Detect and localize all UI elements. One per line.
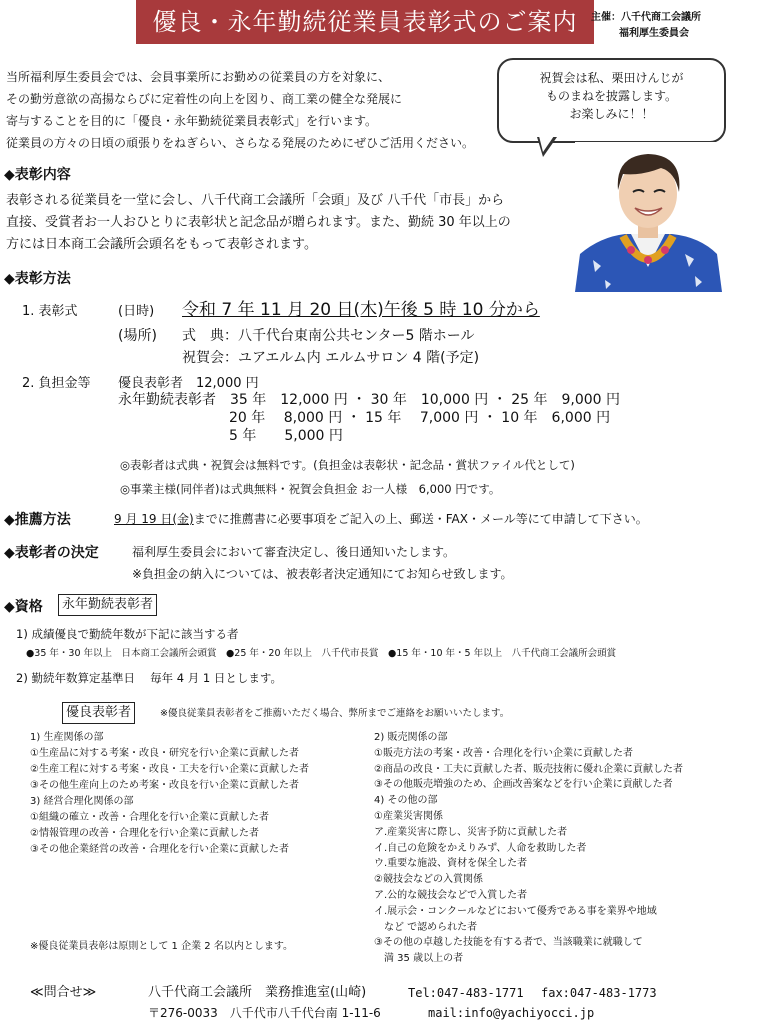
contact-mail[interactable]: mail:info@yachiyocci.jp	[428, 1006, 595, 1020]
section-heading-decision: ◆表彰者の決定	[4, 545, 99, 561]
content-line-1: 表彰される従業員を一堂に会し、八千代商工会議所「会頭」及び 八千代「市長」から	[6, 193, 505, 208]
excellent-left-column	[30, 730, 309, 858]
recommend-body: までに推薦書に必要事項をご記入の上、郵送・FAX・メール等にて申請して下さい。	[193, 512, 648, 526]
excellent-right-column	[374, 730, 683, 967]
section-heading-qualification: ◆資格	[4, 599, 43, 615]
content-line-3: 方には日本商工会議所会頭名をもって表彰されます。	[6, 237, 317, 252]
excellent-tag: 優良表彰者	[62, 702, 135, 724]
right-item: ③その他販売増強のため、企画改善案などを行い企業に貢献した者	[374, 779, 673, 791]
fee-excellent: 優良表彰者 12,000 円	[118, 376, 259, 391]
decision-text: 福利厚生委員会において審査決定し、後日通知いたします。	[132, 545, 456, 559]
decision-note: ※負担金の納入については、被表彰者決定通知にてお知らせ致します。	[132, 567, 513, 581]
left-item: 1) 生産関係の部	[30, 732, 104, 743]
ceremony-label: 1. 表彰式	[22, 304, 78, 319]
contact-tel[interactable]: Tel:047-483-1771	[408, 986, 524, 1000]
qualification-awards: ●35 年・30 年以上 日本商工会議所会頭賞 ●25 年・20 年以上 八千代市長賞 ●15 年・10 年・5 年以上 八千代商工会議所会頭賞	[26, 648, 617, 659]
fee-long-row-2: 20 年 8,000 円 ・ 15 年 7,000 円 ・ 10 年 6,000 円	[229, 410, 611, 426]
portrait-photo	[575, 142, 722, 292]
left-item: ③その他生産向上のため考案・改良を行い企業に貢献した者	[30, 780, 299, 791]
left-item: ③その他企業経営の改善・合理化を行い企業に貢献した者	[30, 844, 289, 855]
right-item: ア.産業災害に際し、災害予防に貢献した者	[374, 826, 568, 838]
excellent-limit-note: ※優良従業員表彰は原則として 1 企業 2 名以内とします。	[30, 941, 294, 952]
left-item: ②情報管理の改善・合理化を行い企業に貢献した者	[30, 828, 259, 839]
right-item: 2) 販売関係の部	[374, 732, 448, 743]
bubble-line-1: 祝賀会は私、栗田けんじが	[539, 71, 684, 85]
contact-address: 〒276-0033 八千代市八千代台南 1-11-6	[148, 1006, 381, 1020]
left-item: ①組織の確立・改善・合理化を行い企業に貢献した者	[30, 812, 269, 823]
recommend-deadline: 9 月 19 日(金)	[114, 512, 194, 526]
right-item: ①産業災害関係	[374, 810, 443, 822]
left-item: ①生産品に対する考案・改良・研究を行い企業に貢献した者	[30, 748, 299, 759]
contact-fax[interactable]: fax:047-483-1773	[541, 986, 657, 1000]
section-heading-recommend: ◆推薦方法	[4, 512, 71, 528]
excellent-note: ※優良従業員表彰者をご推薦いただく場合、弊所までご連絡をお願いいたします。	[160, 708, 510, 719]
right-item: ②競技会などの入賞関係	[374, 874, 483, 886]
qualification-tag: 永年勤続表彰者	[58, 594, 157, 616]
right-item: など で認められた者	[374, 921, 478, 933]
right-item: 4) その他の部	[374, 795, 438, 807]
fee-label: 2. 負担金等	[22, 376, 91, 391]
sponsor-line-2: 福利厚生委員会	[619, 28, 689, 39]
right-item: ①販売方法の考案・改善・合理化を行い企業に貢献した者	[374, 747, 633, 759]
page-title: 優良・永年勤続従業員表彰式のご案内	[136, 0, 594, 44]
qualification-line-1: 1) 成績優良で勤続年数が下記に該当する者	[16, 627, 239, 641]
right-item: ③その他の卓越した技能を有する者で、当該職業に就職して	[374, 937, 643, 949]
bubble-line-3: お楽しみに！！	[569, 107, 654, 121]
fee-note-1: ◎表彰者は式典・祝賀会は無料です。(負担金は表彰状・記念品・賞状ファイル代として)	[120, 458, 575, 472]
intro-line-2: その勤労意欲の高揚ならびに定着性の向上を図り、商工業の健全な発展に	[6, 92, 403, 106]
date-label: (日時)	[118, 304, 155, 319]
sponsor-line-1: 主催：八千代商工会議所	[591, 12, 701, 23]
fee-long-row-1: 永年勤続表彰者 35 年 12,000 円 ・ 30 年 10,000 円 ・ 25 年 9,000 円	[118, 392, 620, 408]
contact-label: ≪問合せ≫	[30, 985, 97, 1000]
right-item: ウ.重要な施設、資材を保全した者	[374, 858, 528, 870]
fee-note-2: ◎事業主様(同伴者)は式典無料・祝賀会負担金 お一人様 6,000 円です。	[120, 482, 501, 496]
fee-long-row-3: 5 年 5,000 円	[229, 428, 343, 444]
intro-line-3: 寄与することを目的に「優良・永年勤続従業員表彰式」を行います。	[6, 114, 378, 128]
content-line-2: 直接、受賞者お一人おひとりに表彰状と記念品が贈られます。また、勤続 30 年以上の	[6, 215, 511, 230]
speech-bubble	[497, 58, 726, 143]
place-party: 祝賀会：ユアエルム内 エルムサロン 4 階(予定)	[182, 350, 480, 366]
left-item: ②生産工程に対する考案・改良・工夫を行い企業に貢献した者	[30, 764, 309, 775]
right-item: ア.公的な競技会などで入賞した者	[374, 889, 528, 901]
intro-line-1: 当所福利厚生委員会では、会員事業所にお勤めの従業員の方を対象に、	[6, 70, 391, 84]
right-item: イ.自己の危険をかえりみず、人命を救助した者	[374, 842, 587, 854]
right-item: 満 35 歳以上の者	[374, 953, 464, 965]
section-heading-content: ◆表彰内容	[4, 167, 71, 183]
right-item: ②商品の改良・工夫に貢献した者、販売技術に優れ企業に貢献した者	[374, 763, 683, 775]
recommend-text	[114, 509, 648, 529]
bubble-tail-inner	[539, 136, 554, 152]
right-item: イ.展示会・コンクールなどにおいて優秀である事を業界や地域	[374, 905, 657, 917]
ceremony-date: 令和 7 年 11 月 20 日(木)午後 5 時 10 分から	[182, 300, 540, 320]
bubble-line-2: ものまねを披露します。	[545, 89, 678, 103]
place-label: (場所)	[118, 328, 157, 344]
section-heading-method: ◆表彰方法	[4, 271, 71, 287]
intro-line-4: 従業員の方々の日頃の頑張りをねぎらい、さらなる発展のためにぜひご活用ください。	[6, 136, 475, 150]
left-item: 3) 経営合理化関係の部	[30, 796, 134, 807]
place-ceremony: 式 典：八千代台東南公共センター5 階ホール	[182, 328, 475, 344]
qualification-line-2: 2) 勤続年数算定基準日 毎年 4 月 1 日とします。	[16, 671, 282, 685]
contact-org: 八千代商工会議所 業務推進室(山崎)	[148, 985, 367, 1000]
